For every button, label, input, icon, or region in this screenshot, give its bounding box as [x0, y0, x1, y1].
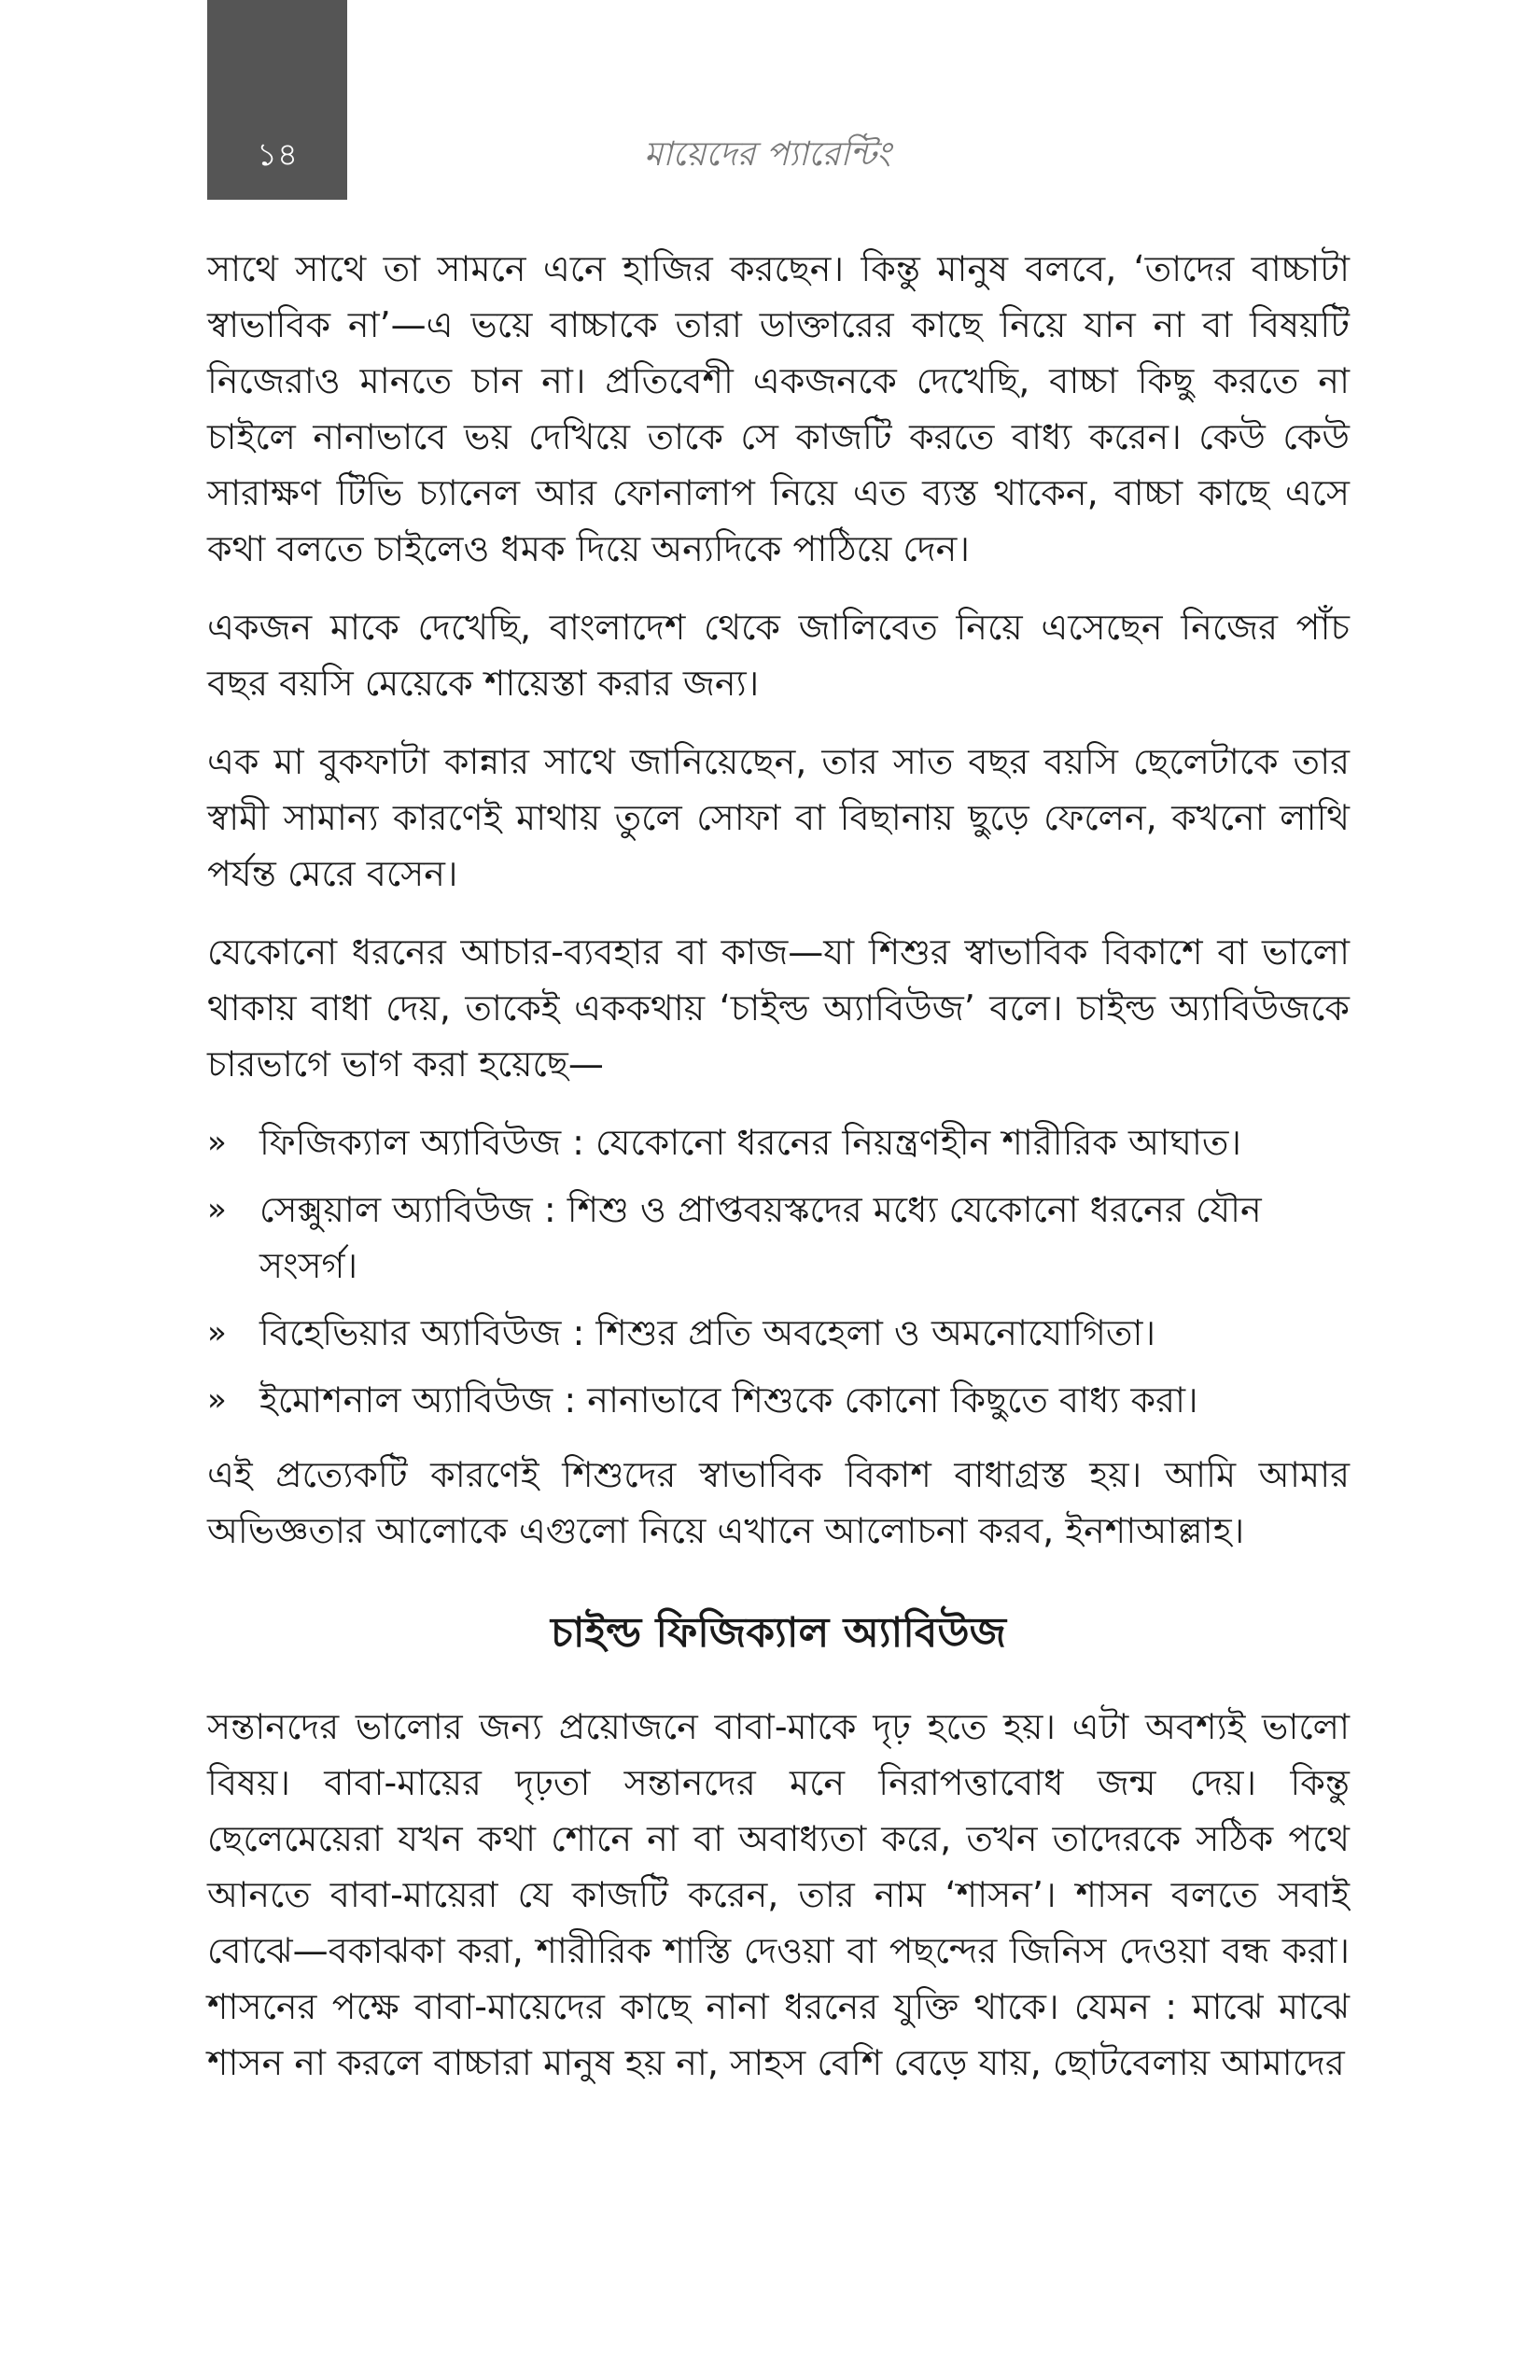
paragraph: এক মা বুকফাটা কান্নার সাথে জানিয়েছেন, তার সাত বছর বয়সি ছেলেটাকে তার স্বামী সামান্য কারণেই মাথায় তুলে সোফা বা বিছানায় ছুড়ে ফেলেন, কখনো লাথি পর্যন্ত মেরে বসেন।	[207, 741, 1350, 894]
page-body	[207, 241, 1350, 2113]
list-item-text: ইমোশনাল অ্যাবিউজ : নানাভাবে শিশুকে কোনো কিছুতে বাধ্য করা।	[259, 1379, 1198, 1421]
bullet-marker: »	[207, 1381, 227, 1419]
bullet-marker: »	[207, 1124, 227, 1161]
paragraph: সন্তানদের ভালোর জন্য প্রয়োজনে বাবা-মাকে দৃঢ় হতে হয়। এটা অবশ্যই ভালো বিষয়। বাবা-মায়ের দৃঢ়তা সন্তানদের মনে নিরাপত্তাবোধ জন্ম দেয়। কিন্তু ছেলেমেয়েরা যখন কথা শোনে না বা অবাধ্যতা করে, তখন তাদেরকে সঠিক পথে আনতে বাবা-মায়েরা যে কাজটি করেন, তার নাম ‘শাসন’। শাসন বলতে সবাই বোঝে—বকাঝকা করা, শারীরিক শাস্তি দেওয়া বা পছন্দের জিনিস দেওয়া বন্ধ করা। শাসনের পক্ষে বাবা-মায়েদের কাছে নানা ধরনের যুক্তি থাকে। যেমন : মাঝে মাঝে শাসন না করলে বাচ্চারা মানুষ হয় না, সাহস বেশি বেড়ে যায়, ছোটবেলায় আমাদের	[207, 1706, 1350, 2083]
page-number-tab	[207, 0, 347, 200]
list-item	[207, 1182, 1350, 1294]
list-item-text: বিহেভিয়ার অ্যাবিউজ : শিশুর প্রতি অবহেলা ও অমনোযোগিতা।	[259, 1312, 1156, 1353]
section-heading: চাইল্ড ফিজিক্যাল অ্যাবিউজ	[551, 1609, 1006, 1657]
list-item	[207, 1114, 1350, 1170]
list-item	[207, 1372, 1350, 1428]
bullet-marker: »	[207, 1314, 227, 1351]
paragraph: একজন মাকে দেখেছি, বাংলাদেশ থেকে জালিবেত নিয়ে এসেছেন নিজের পাঁচ বছর বয়সি মেয়েকে শায়েস্তা করার জন্য।	[207, 607, 1350, 704]
bullet-marker: »	[207, 1191, 227, 1228]
paragraph: এই প্রত্যেকটি কারণেই শিশুদের স্বাভাবিক বিকাশ বাধাগ্রস্ত হয়। আমি আমার অভিজ্ঞতার আলোকে এগুলো নিয়ে এখানে আলোচনা করব, ইনশাআল্লাহ।	[207, 1454, 1350, 1551]
list-item	[207, 1305, 1350, 1361]
paragraph: যেকোনো ধরনের আচার-ব্যবহার বা কাজ—যা শিশুর স্বাভাবিক বিকাশে বা ভালো থাকায় বাধা দেয়, তাকেই এককথায় ‘চাইল্ড অ্যাবিউজ’ বলে। চাইল্ড অ্যাবিউজকে চারভাগে ভাগ করা হয়েছে—	[207, 931, 1350, 1085]
list-item-text: ফিজিক্যাল অ্যাবিউজ : যেকোনো ধরনের নিয়ন্ত্রণহীন শারীরিক আঘাত।	[259, 1122, 1241, 1163]
running-title: মায়েদের প্যারেন্টিং	[644, 135, 891, 174]
abuse-types-list	[207, 1114, 1350, 1428]
paragraph: সাথে সাথে তা সামনে এনে হাজির করছেন। কিন্তু মানুষ বলবে, ‘তাদের বাচ্চাটা স্বাভাবিক না’—এ ভয়ে বাচ্চাকে তারা ডাক্তারের কাছে নিয়ে যান না বা বিষয়টি নিজেরাও মানতে চান না। প্রতিবেশী একজনকে দেখেছি, বাচ্চা কিছু করতে না চাইলে নানাভাবে ভয় দেখিয়ে তাকে সে কাজটি করতে বাধ্য করেন। কেউ কেউ সারাক্ষণ টিভি চ্যানেল আর ফোনালাপ নিয়ে এত ব্যস্ত থাকেন, বাচ্চা কাছে এসে কথা বলতে চাইলেও ধমক দিয়ে অন্যদিকে পাঠিয়ে দেন।	[207, 248, 1350, 569]
list-item-text: সেক্সুয়াল অ্যাবিউজ : শিশু ও প্রাপ্তবয়স্কদের মধ্যে যেকোনো ধরনের যৌন সংসর্গ।	[259, 1189, 1262, 1286]
page-number: ১৪	[256, 136, 299, 174]
